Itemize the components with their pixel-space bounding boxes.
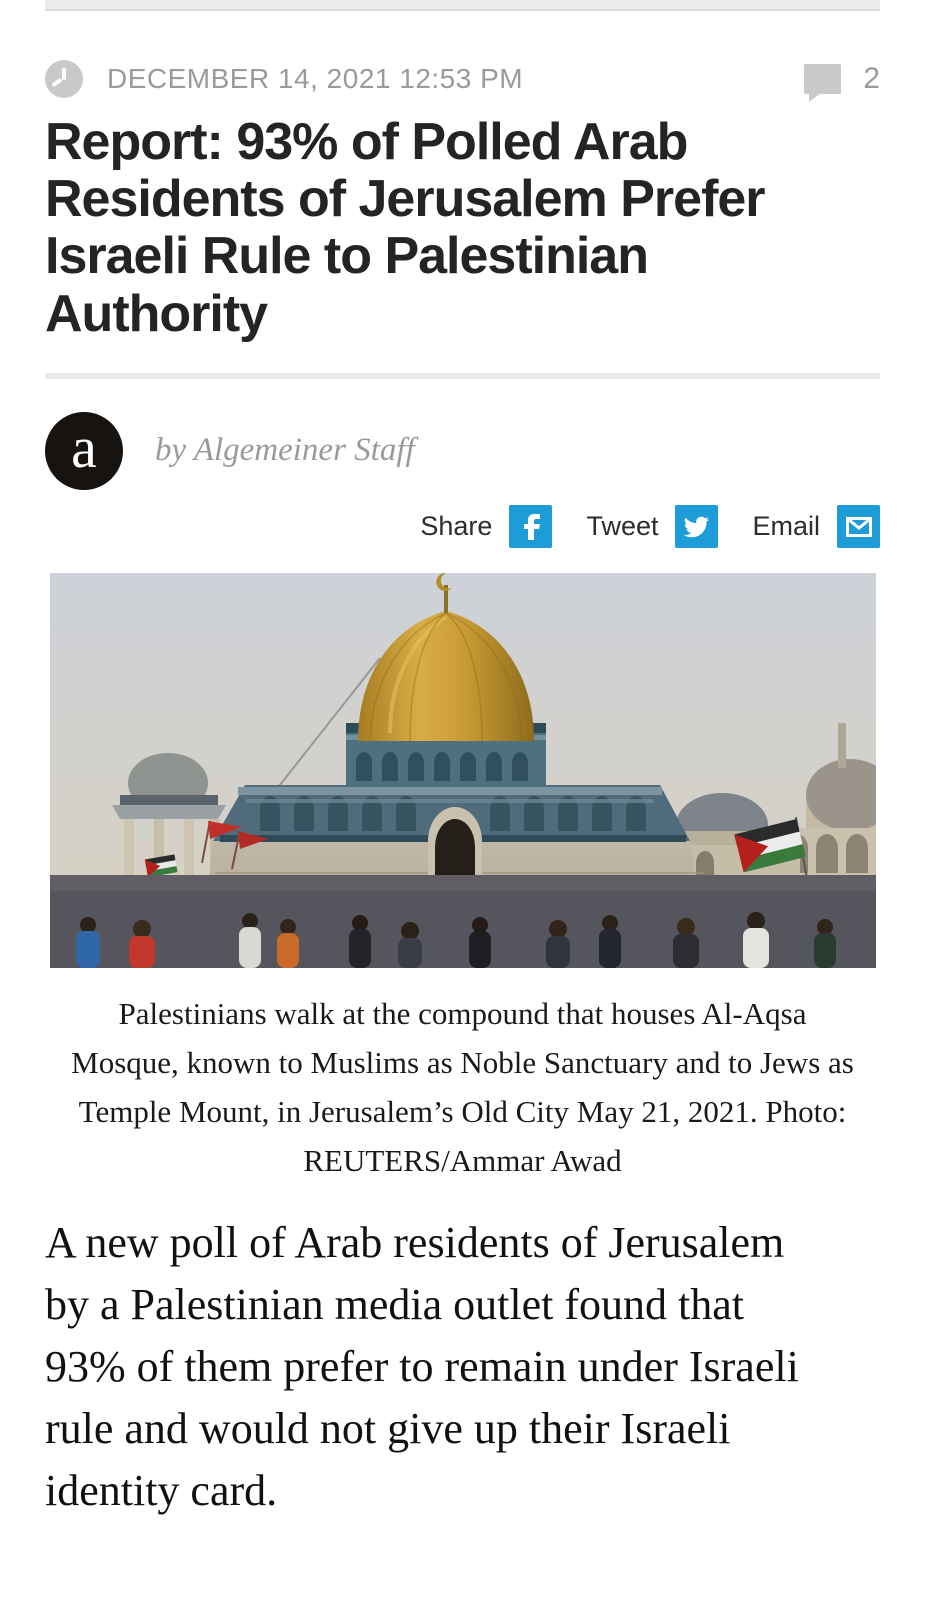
- twitter-icon: [683, 516, 710, 538]
- tweet-label: Tweet: [586, 511, 659, 542]
- article-image: [50, 573, 876, 968]
- facebook-icon: [519, 514, 543, 540]
- author-row[interactable]: [45, 411, 880, 491]
- comments-link[interactable]: [804, 62, 880, 96]
- author-avatar[interactable]: a: [45, 412, 123, 490]
- publish-date: DECEMBER 14, 2021 12:53 PM: [107, 63, 524, 94]
- article-headline: Report: 93% of Polled Arab Residents of Jerusalem Prefer Israeli Rule to Palestinian Authority: [45, 113, 765, 343]
- email-label: Email: [752, 511, 820, 542]
- article-paragraph: A new poll of Arab residents of Jerusalem by a Palestinian media outlet found that 93% of them prefer to remain under Israeli rule and would not give up their Israeli identity card.: [45, 1217, 799, 1515]
- share-label: Share: [420, 511, 493, 542]
- comment-icon[interactable]: [804, 64, 841, 94]
- headline-divider: [45, 373, 880, 379]
- comment-count[interactable]: 2: [863, 62, 880, 95]
- image-caption: Palestinians walk at the compound that houses Al-Aqsa Mosque, known to Muslims as Noble Sanctuary and to Jews as Temple Mount, in Jerusalem’s Old City May 21, 2021. Photo: REUTERS/Ammar Awad: [71, 995, 854, 1178]
- email-share-button[interactable]: [837, 505, 880, 548]
- twitter-share-button[interactable]: [675, 505, 718, 548]
- clock-icon: [45, 60, 83, 98]
- facebook-share-button[interactable]: [509, 505, 552, 548]
- article-meta-row: [45, 58, 880, 100]
- author-byline[interactable]: by Algemeiner Staff: [155, 432, 415, 469]
- dome-of-the-rock-photo: [50, 573, 876, 968]
- share-row: [45, 505, 880, 549]
- email-icon: [846, 517, 872, 537]
